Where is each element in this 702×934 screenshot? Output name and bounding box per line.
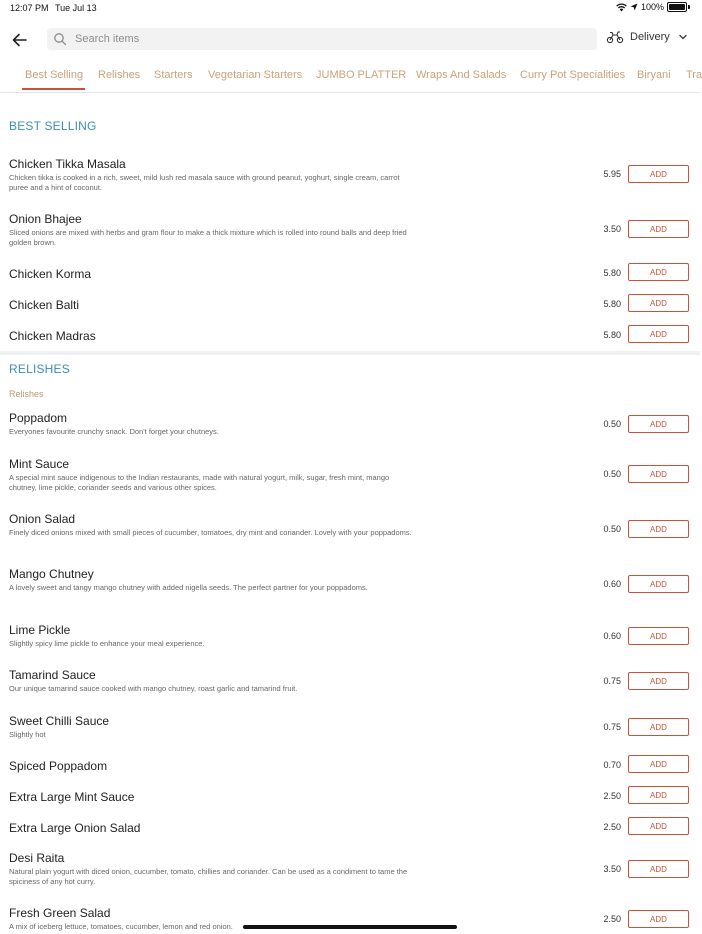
back-arrow-icon[interactable] [10,30,30,50]
tab-curry-pot-specialities[interactable]: Curry Pot Specialities [520,69,626,81]
item-name: Extra Large Onion Salad [9,821,141,835]
item-name: Mango Chutney [9,567,94,581]
item-price: 2.50 [603,822,621,832]
tab-starters[interactable]: Starters [154,69,193,81]
wifi-icon [616,3,627,12]
item-description: Slightly spicy lime pickle to enhance your meal experience. [9,639,205,648]
status-time: 12:07 PM [10,3,49,13]
item-description: Everyones favourite crunchy snack. Don't forget your chutneys. [9,427,219,436]
item-price: 3.50 [603,864,621,874]
top-bar [0,26,700,54]
add-button[interactable]: ADD [628,294,689,312]
item-name: Desi Raita [9,851,65,865]
tab-jumbo-platter[interactable]: JUMBO PLATTER [316,69,407,81]
item-price: 5.95 [603,169,621,179]
item-name: Poppadom [9,411,68,425]
item-name: Extra Large Mint Sauce [9,790,135,804]
item-description: Chicken tikka is cooked in a rich, sweet, mild lush red masala sauce with ground peanut, yoghurt, single cream, carrot puree and a hint of coconut. [9,173,400,192]
item-description: Our unique tamarind sauce cooked with mango chutney, roast garlic and tamarind fruit. [9,684,298,693]
search-bar[interactable] [47,28,597,50]
item-price: 0.50 [603,524,621,534]
add-button[interactable]: ADD [628,465,689,483]
tab-partial[interactable]: Tra [686,69,702,81]
item-description: A mix of iceberg lettuce, tomatoes, cucumber, lemon and red onion. [9,922,233,931]
item-description: Finely diced onions mixed with small pieces of cucumber, tomatoes, dry mint and coriander. Lovely with your poppadoms. [9,528,412,537]
item-price: 0.60 [603,579,621,589]
item-name: Chicken Balti [9,298,80,312]
home-indicator[interactable] [243,925,457,929]
item-description: A special mint sauce indigenous to the Indian restaurants, made with natural yogurt, milk, sugar, fresh mint, mango chutney, lime pickle, coriander seeds and various other spices. [9,473,390,492]
status-right [616,2,690,12]
item-name: Spiced Poppadom [9,759,108,773]
add-button[interactable]: ADD [628,627,689,645]
tab-relishes[interactable]: Relishes [98,69,141,81]
item-name: Tamarind Sauce [9,668,96,682]
scooter-icon [606,30,624,44]
item-price: 0.50 [603,419,621,429]
item-description: Sliced onions are mixed with herbs and gram flour to make a thick mixture which is rolled into round balls and deep fried golden brown. [9,228,407,247]
item-name: Onion Salad [9,512,76,526]
section-divider [0,351,700,355]
add-button[interactable]: ADD [628,755,689,773]
subcategory-label: Relishes [9,389,44,399]
battery-cap [688,5,690,9]
item-name: Onion Bhajee [9,212,82,226]
item-name: Chicken Madras [9,329,96,343]
item-price: 0.75 [603,722,621,732]
tab-wraps-and-salads[interactable]: Wraps And Salads [416,69,507,81]
battery-percent: 100% [640,2,664,12]
item-price: 5.80 [603,330,621,340]
item-price: 5.80 [603,299,621,309]
item-price: 0.60 [603,631,621,641]
item-name: Sweet Chilli Sauce [9,714,110,728]
item-price: 2.50 [603,914,621,924]
search-input[interactable] [73,32,557,46]
item-price: 2.50 [603,791,621,801]
search-icon [53,32,67,46]
section-title-best-selling: BEST SELLING [9,119,97,133]
add-button[interactable]: ADD [628,220,689,238]
add-button[interactable]: ADD [628,520,689,538]
add-button[interactable]: ADD [628,718,689,736]
item-price: 3.50 [603,224,621,234]
add-button[interactable]: ADD [628,415,689,433]
item-price: 0.50 [603,469,621,479]
item-price: 5.80 [603,268,621,278]
tab-vegetarian-starters[interactable]: Vegetarian Starters [208,69,303,81]
item-price: 0.75 [603,676,621,686]
add-button[interactable]: ADD [628,575,689,593]
battery-icon [667,2,687,12]
add-button[interactable]: ADD [628,325,689,343]
add-button[interactable]: ADD [628,817,689,835]
item-name: Mint Sauce [9,457,70,471]
status-date: Tue Jul 13 [55,3,97,13]
item-name: Fresh Green Salad [9,906,111,920]
tab-biryani[interactable]: Biryani [637,69,671,81]
add-button[interactable]: ADD [628,165,689,183]
item-description: Natural plain yogurt with diced onion, cucumber, tomato, chillies and coriander. Can be used as a condiment to tame the spiciness of any hot curry. [9,867,408,886]
add-button[interactable]: ADD [628,786,689,804]
delivery-selector[interactable] [606,30,688,44]
chevron-down-icon [678,32,688,42]
active-tab-indicator [22,88,85,90]
category-tabs [0,64,700,93]
tab-best-selling[interactable]: Best Selling [25,69,84,81]
add-button[interactable]: ADD [628,672,689,690]
item-description: A lovely sweet and tangy mango chutney with added nigella seeds. The perfect partner for your poppadoms. [9,583,368,592]
status-bar [0,0,700,18]
item-name: Lime Pickle [9,623,71,637]
add-button[interactable]: ADD [628,860,689,878]
add-button[interactable]: ADD [628,910,689,928]
item-price: 0.70 [603,760,621,770]
delivery-label: Delivery [630,31,670,43]
add-button[interactable]: ADD [628,263,689,281]
item-name: Chicken Korma [9,267,92,281]
item-name: Chicken Tikka Masala [9,157,126,171]
item-description: Slightly hot [9,730,46,739]
section-title-relishes: RELISHES [9,362,70,376]
location-arrow-icon [630,3,638,11]
